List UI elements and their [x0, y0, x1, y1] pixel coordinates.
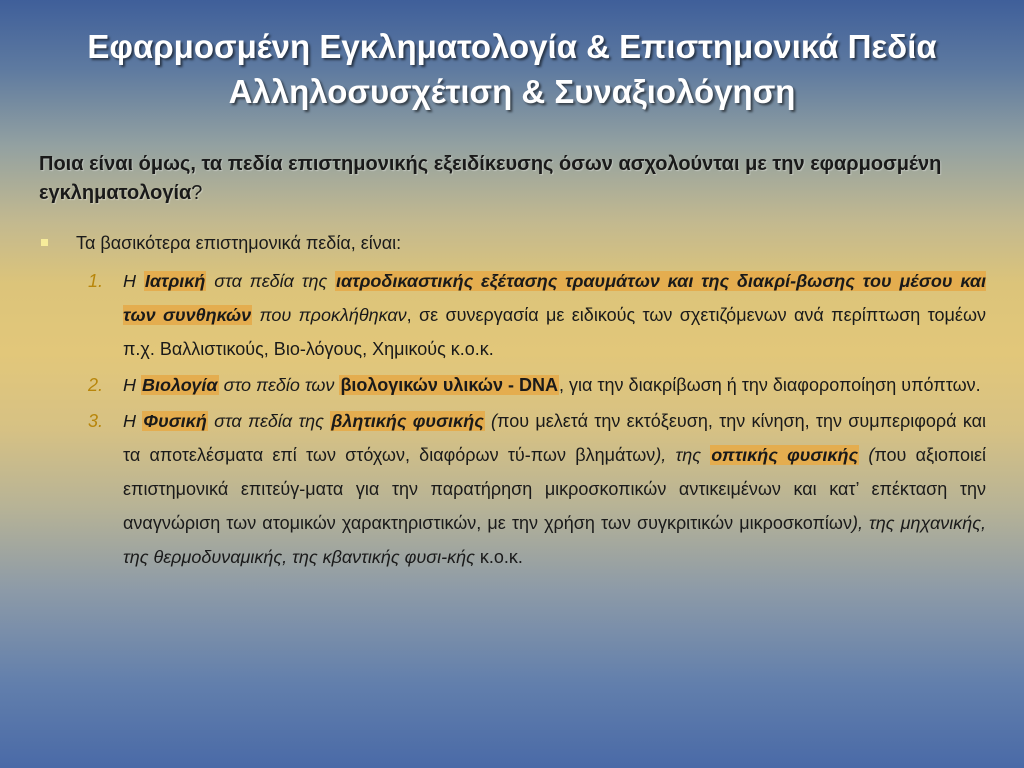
list-item-biology — [88, 368, 986, 402]
item-text: Η — [123, 271, 144, 291]
list-number: 2. — [88, 375, 104, 395]
highlight-term: βιολογικών υλικών - DNA — [340, 375, 559, 395]
item-text: Η — [123, 411, 143, 431]
item-text: που μελετά την εκτόξευση, την κίνηση, την συμπεριφορά και τα αποτελέσματα επί των στόχων, διαφόρων τύ-πων βλημάτων — [123, 411, 987, 465]
question-mark: ? — [191, 182, 203, 204]
highlight-term: ιατροδικαστικής εξέτασης τραυμάτων και της διακρί-βωσης του μέσου και των συνθηκών — [123, 271, 986, 325]
highlight-term: Φυσική — [143, 411, 207, 431]
item-text: που αξιοποιεί επιστημονικά επιτεύγ-ματα για την παρατήρηση μικροσκοπικών αντικειμένων και κατ’ επέκταση την αναγνώριση των ατομικών χαρακτηριστικών, με την χρήση των συγκριτικών μικροσκοπίων — [123, 445, 987, 533]
square-bullet-icon — [41, 239, 48, 246]
list-item-physics — [88, 404, 986, 574]
list-number: 3. — [88, 411, 104, 431]
highlight-term: Βιολογία — [142, 375, 218, 395]
bullet-point — [41, 229, 981, 258]
item-text: στα πεδία της — [206, 271, 336, 291]
item-text: , για την διακρίβωση ή την διαφοροποίηση υπόπτων. — [559, 375, 981, 395]
item-text: στο πεδίο των — [218, 375, 340, 395]
numbered-list — [88, 264, 986, 576]
question-body: Ποια είναι όμως, τα πεδία επιστημονικής εξειδίκευσης όσων ασχολούνται με την εφαρμοσμένη εγκληματολογία — [39, 153, 942, 204]
item-text: κ.ο.κ. — [474, 547, 523, 567]
item-text: ), της μηχανικής, της θερμοδυναμικής, της κβαντικής φυσι-κής — [123, 513, 986, 567]
bullet-text: Τα βασικότερα επιστημονικά πεδία, είναι: — [76, 233, 402, 253]
item-text: Η — [123, 375, 141, 395]
slide-title — [0, 24, 1024, 114]
item-text: στα πεδία της — [207, 411, 331, 431]
list-number: 1. — [88, 271, 104, 291]
item-text: ( — [859, 445, 875, 465]
list-item-medicine — [88, 264, 986, 366]
question-text — [39, 150, 989, 208]
item-text: ( — [484, 411, 498, 431]
item-text: , σε συνεργασία με ειδικούς των σχετιζόμενων ανά περίπτωση τομέων π.χ. Βαλλιστικούς, Βιο-λόγους, Χημικούς κ.ο.κ. — [123, 305, 986, 359]
title-line-1: Εφαρμοσμένη Εγκληματολογία & Επιστημονικά Πεδία — [87, 28, 937, 65]
highlight-term: βλητικής φυσικής — [331, 411, 484, 431]
highlight-term: Ιατρική — [144, 271, 206, 291]
item-text: που προκλήθηκαν — [252, 305, 407, 325]
highlight-term: οπτικής φυσικής — [711, 445, 859, 465]
item-text: ), της — [655, 445, 711, 465]
title-line-2: Αλληλοσυσχέτιση & Συναξιολόγηση — [228, 73, 796, 110]
